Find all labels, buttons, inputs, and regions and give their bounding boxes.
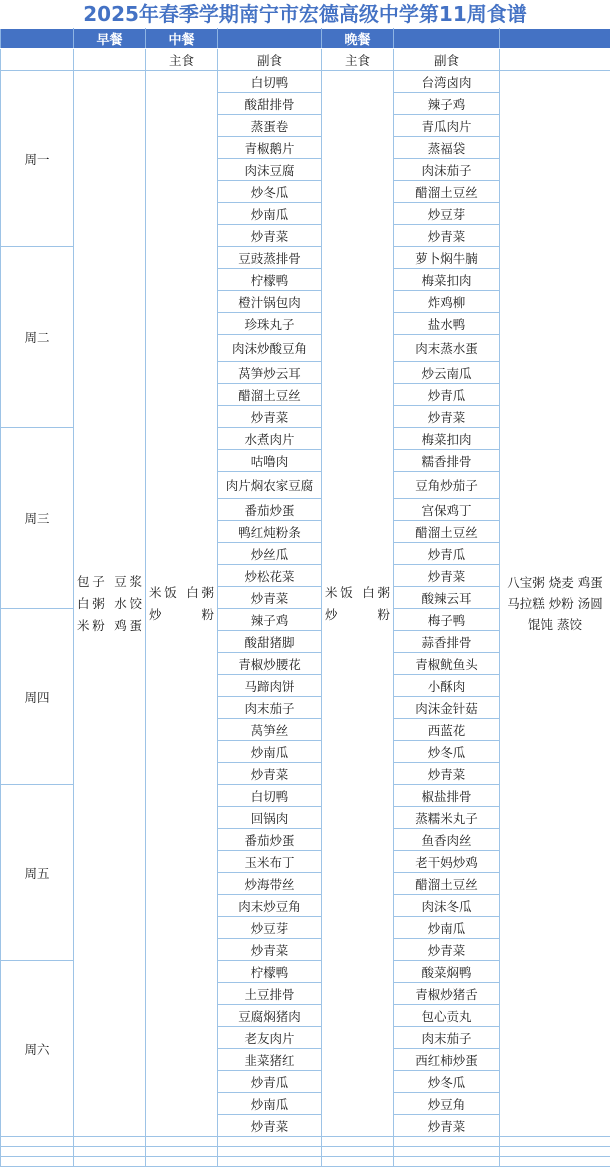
header-row	[1, 29, 610, 49]
header-dinner: 晚餐	[322, 29, 394, 49]
dinner-dish: 肉末茄子	[394, 1027, 500, 1049]
dinner-dish: 炒冬瓜	[394, 1071, 500, 1093]
lunch-dish: 柠檬鸭	[218, 269, 322, 291]
lunch-dish: 炒冬瓜	[218, 181, 322, 203]
lunch-dish: 豆腐焖猪肉	[218, 1005, 322, 1027]
page-title: 2025年春季学期南宁市宏德高级中学第11周食谱	[83, 2, 527, 26]
lunch-dish: 炒海带丝	[218, 873, 322, 895]
dinner-dish: 蒜香排骨	[394, 631, 500, 653]
dinner-dish: 西蓝花	[394, 719, 500, 741]
header-blank	[500, 29, 610, 49]
header-blank	[394, 29, 500, 49]
lunch-dish: 炒南瓜	[218, 203, 322, 225]
subheader-row	[1, 49, 610, 71]
header-breakfast: 早餐	[74, 29, 146, 49]
lunch-dish: 番茄炒蛋	[218, 499, 322, 521]
lunch-dish: 炒丝瓜	[218, 543, 322, 565]
lunch-dish: 炒青菜	[218, 763, 322, 785]
dinner-dish: 肉沫冬瓜	[394, 895, 500, 917]
dinner-dish: 醋溜土豆丝	[394, 181, 500, 203]
lunch-dish: 蒸蛋卷	[218, 115, 322, 137]
dinner-dish: 盐水鸭	[394, 313, 500, 335]
dinner-dish: 蒸福袋	[394, 137, 500, 159]
lunch-dish: 莴笋炒云耳	[218, 362, 322, 384]
lunch-dish: 番茄炒蛋	[218, 829, 322, 851]
lunch-staple-items: 米饭 白粥 炒粉	[146, 71, 218, 1137]
dinner-dish: 炒青菜	[394, 225, 500, 247]
dinner-dish: 炸鸡柳	[394, 291, 500, 313]
header-blank	[218, 29, 322, 49]
lunch-dish: 豆豉蒸排骨	[218, 247, 322, 269]
lunch-dish: 炒青菜	[218, 406, 322, 428]
dinner-dish: 炒青菜	[394, 565, 500, 587]
lunch-dish: 珍珠丸子	[218, 313, 322, 335]
lunch-dish: 土豆排骨	[218, 983, 322, 1005]
dinner-dish: 青椒炒猪舌	[394, 983, 500, 1005]
dinner-dish: 小酥肉	[394, 675, 500, 697]
day-label: 周二	[1, 247, 74, 428]
dinner-dish: 酸菜焖鸭	[394, 961, 500, 983]
lunch-dish: 醋溜土豆丝	[218, 384, 322, 406]
lunch-dish: 炒豆芽	[218, 917, 322, 939]
dinner-side-header: 副食	[394, 49, 500, 71]
dinner-dish: 老干妈炒鸡	[394, 851, 500, 873]
dinner-dish: 酸辣云耳	[394, 587, 500, 609]
lunch-dish: 莴笋丝	[218, 719, 322, 741]
dinner-dish: 炒青瓜	[394, 543, 500, 565]
blank-row	[1, 1157, 610, 1167]
dinner-dish: 醋溜土豆丝	[394, 873, 500, 895]
dinner-dish: 包心贡丸	[394, 1005, 500, 1027]
lunch-dish: 柠檬鸭	[218, 961, 322, 983]
lunch-dish: 酸甜排骨	[218, 93, 322, 115]
lunch-side-header: 副食	[218, 49, 322, 71]
lunch-dish: 水煮肉片	[218, 428, 322, 450]
dinner-dish: 肉末蒸水蛋	[394, 335, 500, 362]
lunch-dish: 白切鸭	[218, 785, 322, 807]
lunch-dish: 咕噜肉	[218, 450, 322, 472]
lunch-dish: 回锅肉	[218, 807, 322, 829]
lunch-dish: 炒南瓜	[218, 1093, 322, 1115]
dinner-dish: 梅菜扣肉	[394, 269, 500, 291]
dinner-dish: 炒云南瓜	[394, 362, 500, 384]
lunch-dish: 橙汁锅包肉	[218, 291, 322, 313]
breakfast-items: 包子 豆浆 白粥 水饺 米粉 鸡蛋	[74, 71, 146, 1137]
lunch-dish: 肉沫豆腐	[218, 159, 322, 181]
dinner-dish: 炒冬瓜	[394, 741, 500, 763]
dinner-dish: 炒青菜	[394, 763, 500, 785]
lunch-dish: 肉片焖农家豆腐	[218, 472, 322, 499]
dinner-dish: 辣子鸡	[394, 93, 500, 115]
lunch-dish: 炒青瓜	[218, 1071, 322, 1093]
lunch-dish: 酸甜猪脚	[218, 631, 322, 653]
lunch-dish: 炒青菜	[218, 587, 322, 609]
day-label: 周五	[1, 785, 74, 961]
dinner-dish: 梅子鸭	[394, 609, 500, 631]
lunch-dish: 马蹄肉饼	[218, 675, 322, 697]
blank-row	[1, 1137, 610, 1147]
dinner-dish: 糯香排骨	[394, 450, 500, 472]
lunch-dish: 鸭红炖粉条	[218, 521, 322, 543]
lunch-dish: 白切鸭	[218, 71, 322, 93]
dinner-dish: 炒豆角	[394, 1093, 500, 1115]
lunch-staple-header: 主食	[146, 49, 218, 71]
night-snack-items: 八宝粥 烧麦 鸡蛋 马拉糕 炒粉 汤圆 馄饨 蒸饺	[500, 71, 610, 1137]
lunch-dish: 肉末茄子	[218, 697, 322, 719]
lunch-dish: 青椒炒腰花	[218, 653, 322, 675]
lunch-dish: 辣子鸡	[218, 609, 322, 631]
dinner-dish: 豆角炒茄子	[394, 472, 500, 499]
blank-row	[1, 1147, 610, 1157]
header-lunch: 中餐	[146, 29, 218, 49]
lunch-dish: 玉米布丁	[218, 851, 322, 873]
lunch-dish: 青椒鹅片	[218, 137, 322, 159]
dinner-dish: 西红柿炒蛋	[394, 1049, 500, 1071]
dinner-dish: 炒青菜	[394, 1115, 500, 1137]
day-label: 周四	[1, 609, 74, 785]
dinner-dish: 梅菜扣肉	[394, 428, 500, 450]
menu-table	[0, 28, 610, 1167]
dinner-dish: 醋溜土豆丝	[394, 521, 500, 543]
dinner-dish: 炒青菜	[394, 406, 500, 428]
dinner-dish: 炒南瓜	[394, 917, 500, 939]
day-label: 周六	[1, 961, 74, 1137]
lunch-dish: 炒青菜	[218, 225, 322, 247]
lunch-dish: 炒青菜	[218, 1115, 322, 1137]
dinner-dish: 椒盐排骨	[394, 785, 500, 807]
day-label: 周三	[1, 428, 74, 609]
dinner-dish: 肉沫茄子	[394, 159, 500, 181]
dinner-dish: 萝卜焖牛腩	[394, 247, 500, 269]
lunch-dish: 肉末炒豆角	[218, 895, 322, 917]
dinner-staple-header: 主食	[322, 49, 394, 71]
lunch-dish: 炒南瓜	[218, 741, 322, 763]
header-blank	[1, 29, 74, 49]
dinner-dish: 炒豆芽	[394, 203, 500, 225]
lunch-dish: 老友肉片	[218, 1027, 322, 1049]
lunch-dish: 炒青菜	[218, 939, 322, 961]
dinner-dish: 蒸糯米丸子	[394, 807, 500, 829]
dinner-staple-items: 米饭 白粥 炒粉	[322, 71, 394, 1137]
dinner-dish: 青瓜肉片	[394, 115, 500, 137]
dinner-dish: 宫保鸡丁	[394, 499, 500, 521]
dinner-dish: 台湾卤肉	[394, 71, 500, 93]
lunch-dish: 炒松花菜	[218, 565, 322, 587]
table-row	[1, 71, 610, 93]
dinner-dish: 鱼香肉丝	[394, 829, 500, 851]
dinner-dish: 炒青瓜	[394, 384, 500, 406]
dinner-dish: 肉沫金针菇	[394, 697, 500, 719]
lunch-dish: 肉沫炒酸豆角	[218, 335, 322, 362]
dinner-dish: 炒青菜	[394, 939, 500, 961]
day-label: 周一	[1, 71, 74, 247]
dinner-dish: 青椒鱿鱼头	[394, 653, 500, 675]
lunch-dish: 韭菜猪红	[218, 1049, 322, 1071]
